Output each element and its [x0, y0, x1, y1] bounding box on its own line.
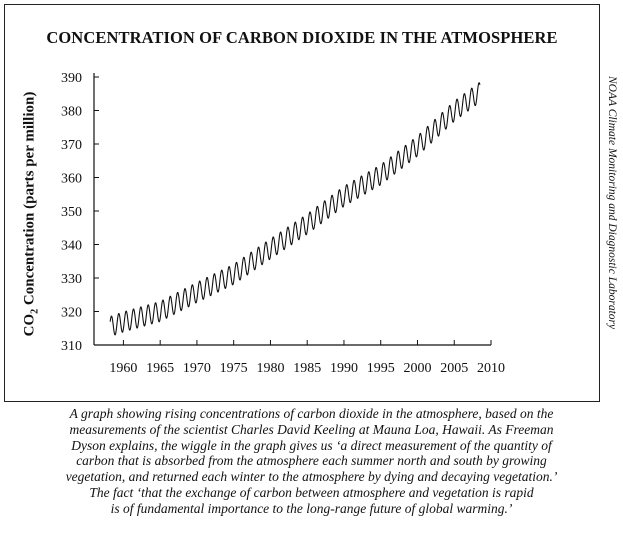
caption-line: The fact ‘that the exchange of carbon between atmosphere and vegetation is rapid — [89, 484, 534, 500]
x-tick-label: 1965 — [146, 361, 175, 376]
y-tick-label: 330 — [61, 272, 82, 287]
credit-text: NOAA Climate Monitoring and Diagnostic Laboratory — [606, 76, 618, 330]
x-tick-label: 1980 — [256, 361, 285, 376]
x-tick-label: 2000 — [403, 361, 432, 376]
y-tick-label: 360 — [61, 171, 82, 187]
caption-line: measurements of the scientist Charles David Keeling at Mauna Loa, Hawaii. As Freeman — [69, 421, 554, 437]
y-axis-label-suffix: Concentration (parts per million) — [21, 91, 38, 309]
chart-title: CONCENTRATION OF CARBON DIOXIDE IN THE ATMOSPHERE — [46, 28, 558, 47]
y-tick-label: 310 — [61, 339, 82, 354]
x-tick-label: 2005 — [440, 361, 469, 376]
x-tick-label: 1995 — [366, 361, 395, 376]
x-tick-label: 1970 — [182, 361, 211, 376]
y-tick-label: 380 — [61, 104, 82, 120]
y-axis-label-subscript: 2 — [29, 308, 41, 314]
series-group — [110, 83, 480, 335]
caption — [6, 406, 617, 517]
caption-line: is of fundamental importance to the long-range future of global warming.’ — [110, 500, 513, 516]
y-axis-label-prefix: CO — [21, 313, 38, 337]
caption-line: carbon that is absorbed from the atmosphere each summer north and south by growing — [76, 453, 547, 469]
x-tick-label: 1960 — [109, 361, 138, 376]
x-tick-label: 1985 — [293, 361, 322, 376]
caption-line: vegetation, and returned each winter to the atmosphere by dying and decaying vegetation.’ — [65, 469, 558, 485]
y-tick-label: 370 — [61, 138, 82, 153]
x-tick-label: 1975 — [219, 361, 248, 376]
y-tick-label: 390 — [61, 71, 82, 86]
caption-line: A graph showing rising concentrations of carbon dioxide in the atmosphere, based on the — [69, 406, 554, 421]
y-tick-label: 350 — [61, 205, 82, 220]
y-tick-label: 340 — [61, 238, 82, 254]
axes — [94, 73, 491, 345]
y-ticks — [61, 71, 99, 354]
caption-line: Dyson explains, the wiggle in the graph gives us ‘a direct measurement of the quantity of — [71, 437, 552, 453]
x-tick-label: 2010 — [477, 361, 505, 376]
x-tick-label: 1990 — [329, 361, 358, 376]
y-tick-label: 320 — [61, 305, 82, 321]
co2-series-line — [110, 83, 480, 335]
